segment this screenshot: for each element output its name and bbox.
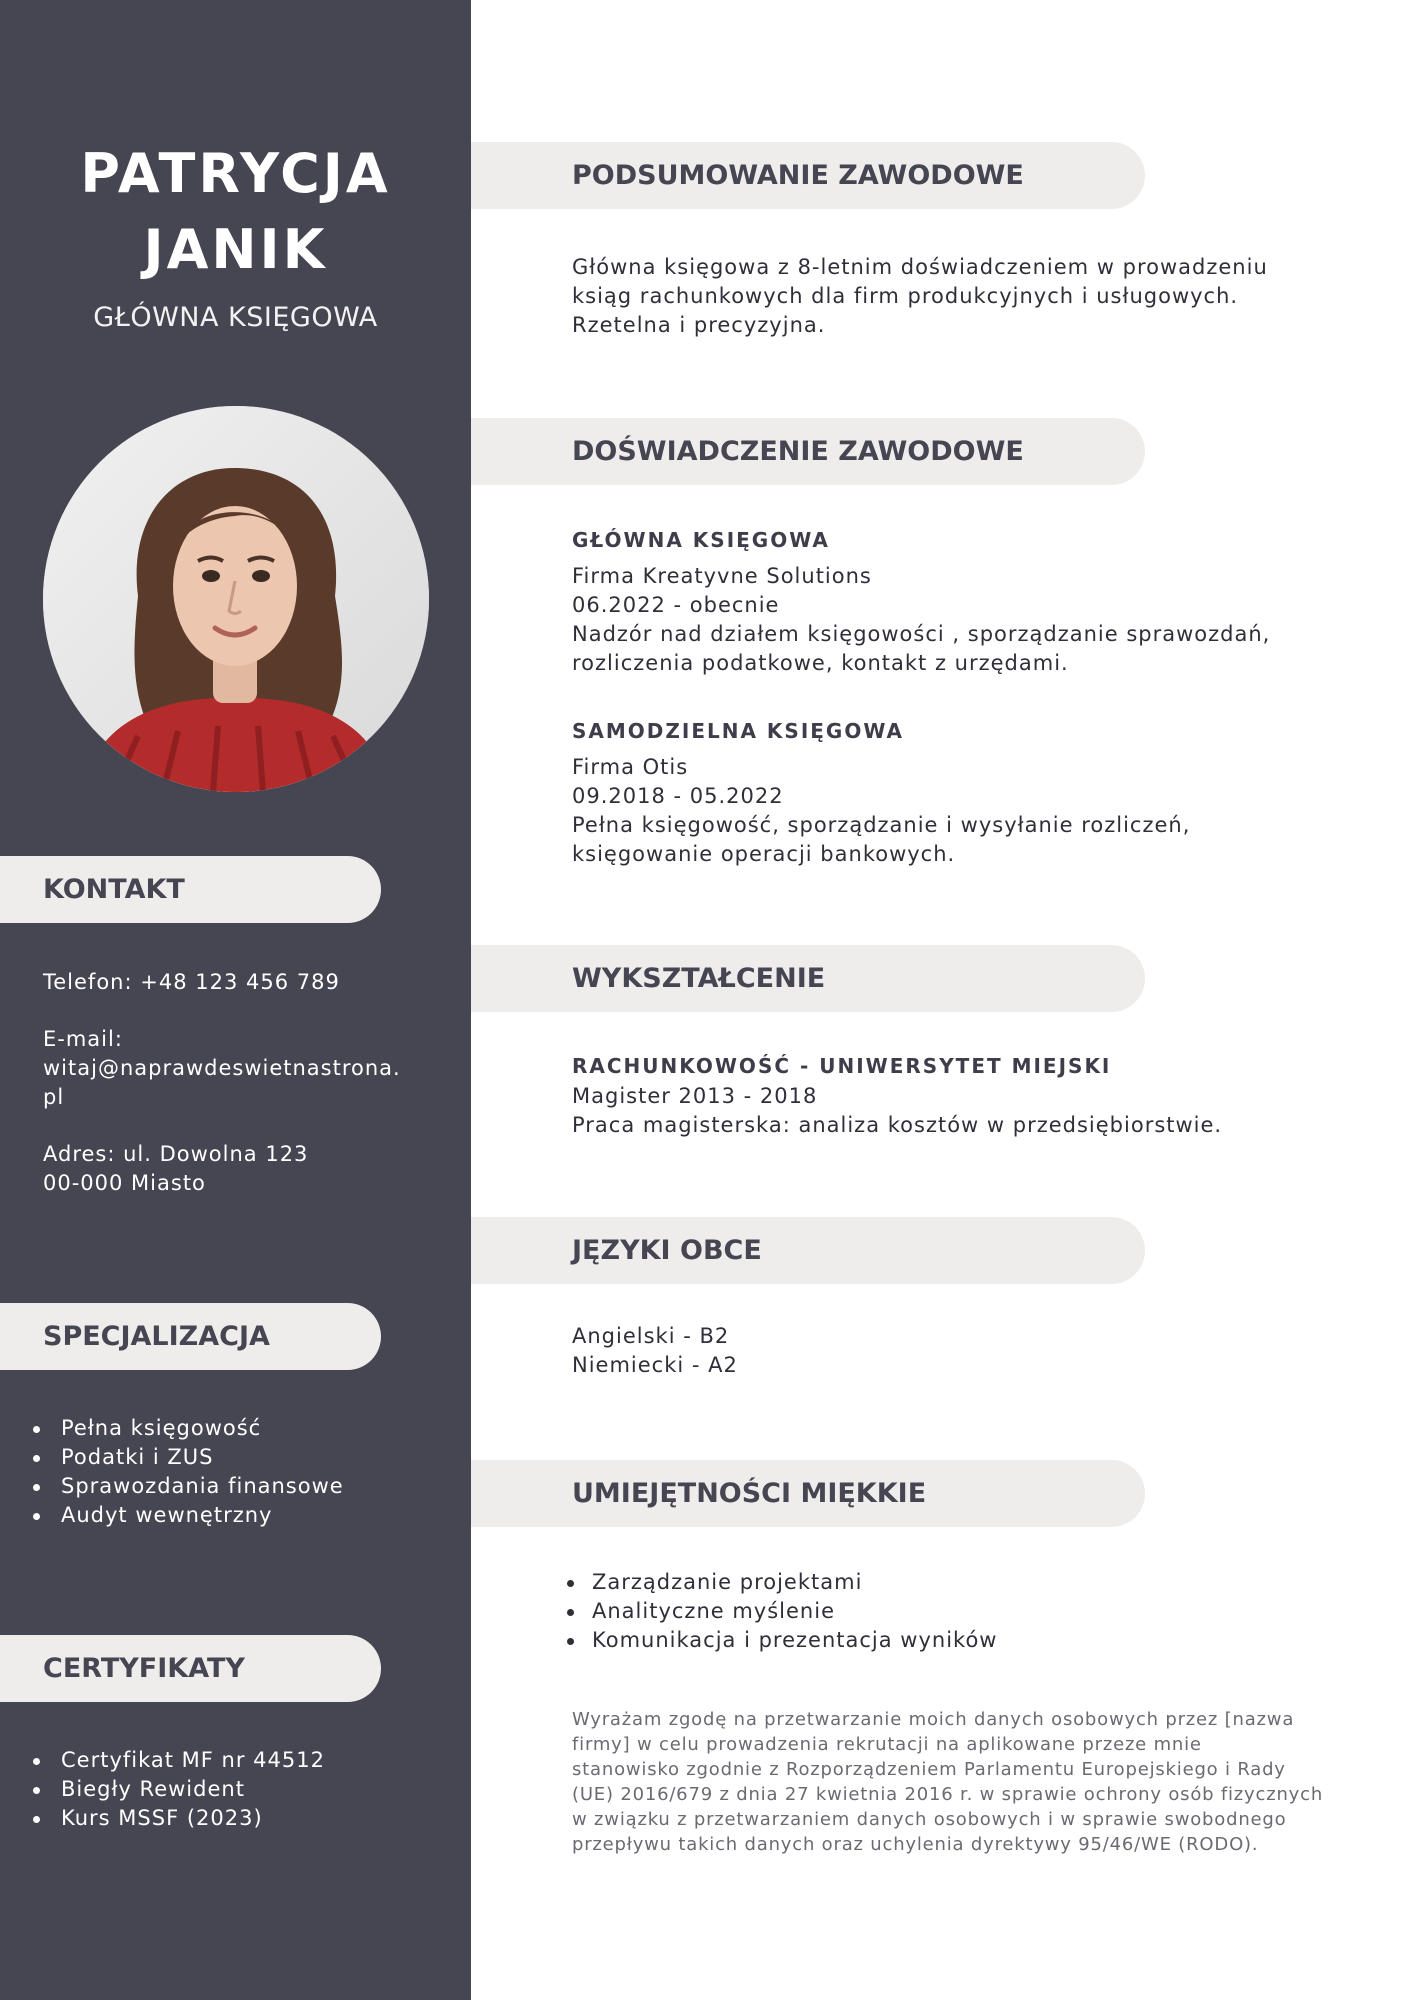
specialization-list — [26, 1414, 446, 1530]
language-item: Niemiecki - A2 — [572, 1353, 738, 1377]
specialization-heading-pill — [0, 1303, 381, 1370]
job-company-2: Firma Otis — [572, 755, 689, 779]
job-title: GŁÓWNA KSIĘGOWA — [93, 302, 378, 333]
summary-line: Główna księgowa z 8-letnim doświadczeniem w prowadzeniu — [572, 255, 1268, 279]
education-thesis: Praca magisterska: analiza kosztów w przedsiębiorstwie. — [572, 1113, 1223, 1137]
list-item: Audyt wewnętrzny — [26, 1501, 446, 1530]
first-name: PATRYCJA — [80, 142, 391, 205]
list-item: Analityczne myślenie — [556, 1597, 1356, 1626]
list-item: Pełna księgowość — [26, 1414, 446, 1443]
consent-line: przepływu takich danych oraz uchylenia dyrektywy 95/46/WE (RODO). — [572, 1834, 1259, 1855]
sidebar — [0, 0, 471, 2000]
languages-heading: JĘZYKI OBCE — [572, 1235, 762, 1266]
education-degree: Magister 2013 - 2018 — [572, 1084, 818, 1108]
summary-heading-pill — [471, 142, 1145, 209]
certificates-heading: CERTYFIKATY — [43, 1653, 245, 1684]
consent-line: stanowisko zgodnie z Rozporządzeniem Parlamentu Europejskiego i Rady — [572, 1759, 1286, 1780]
job-period-1: 06.2022 - obecnie — [572, 593, 780, 617]
certificates-list — [26, 1746, 446, 1833]
contact-email-label: E-mail: — [43, 1027, 123, 1051]
consent-line: w związku z przetwarzaniem danych osobowych i w sprawie swobodnego — [572, 1809, 1287, 1830]
summary-line: Rzetelna i precyzyjna. — [572, 313, 826, 337]
summary-heading: PODSUMOWANIE ZAWODOWE — [572, 160, 1024, 191]
consent-line: Wyrażam zgodę na przetwarzanie moich danych osobowych przez [nazwa — [572, 1709, 1295, 1730]
soft-skills-heading-pill — [471, 1460, 1145, 1527]
list-item: Zarządzanie projektami — [556, 1568, 1356, 1597]
list-item: Podatki i ZUS — [26, 1443, 446, 1472]
education-school: RACHUNKOWOŚĆ - UNIWERSYTET MIEJSKI — [572, 1054, 1112, 1078]
job-period-2: 09.2018 - 05.2022 — [572, 784, 784, 808]
portrait-image — [43, 406, 429, 792]
summary-line: ksiąg rachunkowych dla firm produkcyjnych i usługowych. — [572, 284, 1239, 308]
list-item: Kurs MSSF (2023) — [26, 1804, 446, 1833]
job-company-1: Firma Kreatyvne Solutions — [572, 564, 872, 588]
list-item: Biegły Rewident — [26, 1775, 446, 1804]
consent-line: firmy] w celu prowadzenia rekrutacji na aplikowane przeze mnie — [572, 1734, 1202, 1755]
contact-address-line2: 00-000 Miasto — [43, 1171, 206, 1195]
job-desc-2a: Pełna księgowość, sporządzanie i wysyłanie rozliczeń, — [572, 813, 1191, 837]
contact-email-line2: pl — [43, 1085, 65, 1109]
education-heading: WYKSZTAŁCENIE — [572, 963, 826, 994]
language-item: Angielski - B2 — [572, 1324, 730, 1348]
list-item: Certyfikat MF nr 44512 — [26, 1746, 446, 1775]
profile-photo — [43, 406, 429, 792]
certificates-heading-pill — [0, 1635, 381, 1702]
soft-skills-heading: UMIEJĘTNOŚCI MIĘKKIE — [572, 1478, 927, 1509]
list-item: Sprawozdania finansowe — [26, 1472, 446, 1501]
job-title-2: SAMODZIELNA KSIĘGOWA — [572, 719, 904, 743]
contact-heading-pill — [0, 856, 381, 923]
education-heading-pill — [471, 945, 1145, 1012]
job-desc-1b: rozliczenia podatkowe, kontakt z urzędami. — [572, 651, 1069, 675]
contact-email-line1: witaj@naprawdeswietnastrona. — [43, 1056, 401, 1080]
specialization-heading: SPECJALIZACJA — [43, 1321, 270, 1352]
contact-phone: Telefon: +48 123 456 789 — [43, 970, 340, 994]
experience-heading: DOŚWIADCZENIE ZAWODOWE — [572, 436, 1024, 467]
soft-skills-list — [556, 1568, 1356, 1655]
last-name: JANIK — [143, 218, 328, 281]
list-item: Komunikacja i prezentacja wyników — [556, 1626, 1356, 1655]
job-desc-2b: księgowanie operacji bankowych. — [572, 842, 956, 866]
contact-heading: KONTAKT — [43, 874, 185, 905]
experience-heading-pill — [471, 418, 1145, 485]
consent-line: (UE) 2016/679 z dnia 27 kwietnia 2016 r. w sprawie ochrony osób fizycznych — [572, 1784, 1324, 1805]
job-desc-1a: Nadzór nad działem księgowości , sporządzanie sprawozdań, — [572, 622, 1271, 646]
job-title-1: GŁÓWNA KSIĘGOWA — [572, 528, 830, 552]
languages-heading-pill — [471, 1217, 1145, 1284]
gdpr-consent — [572, 1707, 1382, 1857]
contact-address-line1: Adres: ul. Dowolna 123 — [43, 1142, 309, 1166]
